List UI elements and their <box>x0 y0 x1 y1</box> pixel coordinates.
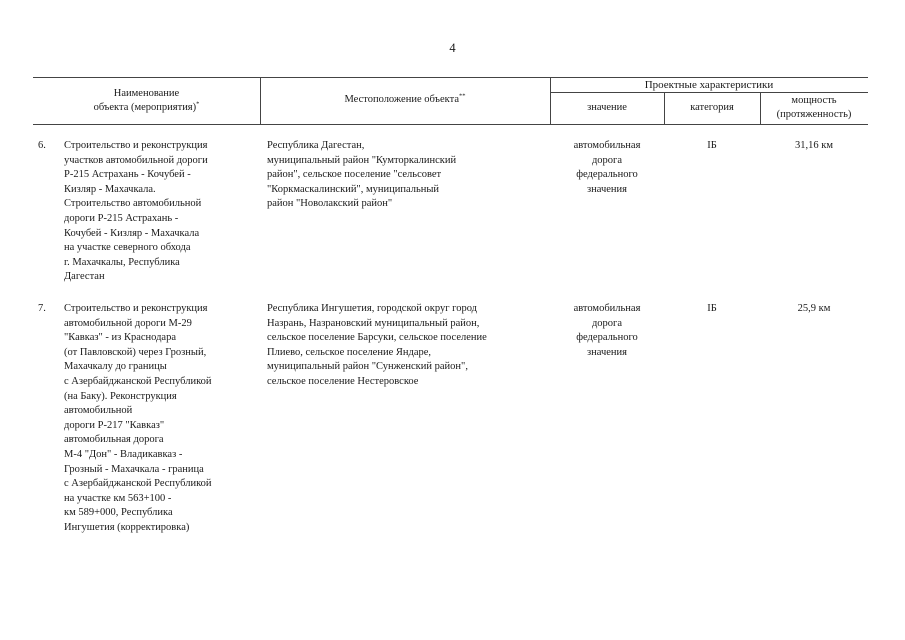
value-line: федерального <box>576 332 638 344</box>
table-top-border <box>33 77 868 78</box>
object-capacity: 31,16 км <box>795 140 833 151</box>
header-name-line2-wrap <box>33 101 260 115</box>
value-line: дорога <box>591 317 623 329</box>
location-line: муниципальный район "Кумторкалинский <box>267 154 457 166</box>
location-line: муниципальный район "Сунженский район", <box>267 361 468 373</box>
header-name-line2: объекта (мероприятия) <box>93 101 197 113</box>
header-name-footnote: * <box>196 100 200 107</box>
header-location <box>260 93 550 107</box>
header-category: категория <box>690 102 734 113</box>
object-location <box>267 139 550 212</box>
location-line: сельское поселение Барсуки, сельское поселение <box>267 332 487 344</box>
object-name-line: г. Махачкалы, Республика <box>64 256 180 268</box>
value-line: значения <box>586 346 628 358</box>
value-line: автомобильная <box>573 140 641 151</box>
location-line: "Коркмаскалинский", муниципальный <box>267 183 440 195</box>
object-name-line: участков автомобильной дороги <box>64 154 208 166</box>
object-name-line: Строительство и реконструкция <box>64 140 208 151</box>
object-value <box>550 302 664 360</box>
object-name-line: "Кавказ" - из Краснодара <box>64 332 176 344</box>
object-name <box>64 302 260 536</box>
object-name-line: (от Павловской) через Грозный, <box>64 346 207 358</box>
location-line: район", сельское поселение "сельсовет <box>267 169 442 181</box>
location-line: сельское поселение Нестеровское <box>267 375 419 387</box>
object-name-line: (на Баку). Реконструкция <box>64 390 177 402</box>
header-location-footnote: ** <box>459 92 466 100</box>
object-name-line: на участке северного обхода <box>64 242 191 254</box>
row-number: 7. <box>38 303 46 314</box>
object-name-line: на участке км 563+100 - <box>64 492 172 504</box>
object-name-line: автомобильной <box>64 405 133 417</box>
value-line: федерального <box>576 169 638 181</box>
object-category: IБ <box>707 140 717 151</box>
object-category: IБ <box>707 303 717 314</box>
object-name-line: дороги Р-215 Астрахань - <box>64 212 179 224</box>
object-name-line: Строительство автомобильной <box>64 198 202 210</box>
header-capacity <box>760 94 868 121</box>
page-number: 4 <box>449 41 456 55</box>
header-value: значение <box>587 102 627 113</box>
object-name-line: Ингушетия (корректировка) <box>64 521 190 533</box>
object-name <box>64 139 260 285</box>
location-line: Республика Ингушетия, городской округ город <box>267 303 478 314</box>
object-name-line: дороги Р-217 "Кавказ" <box>64 419 165 431</box>
object-name-line: с Азербайджанской Республикой <box>64 375 212 387</box>
object-name-line: автомобильной дороги М-29 <box>64 317 192 329</box>
header-name-line1: Наименование <box>113 88 180 99</box>
location-line: Плиево, сельское поселение Яндаре, <box>267 346 432 358</box>
object-capacity: 25,9 км <box>797 303 831 314</box>
location-line: район "Новолакский район" <box>267 198 393 210</box>
location-line: Назрань, Назрановский муниципальный район, <box>267 317 480 329</box>
value-line: дорога <box>591 154 623 166</box>
object-name-line: автомобильная дорога <box>64 434 164 446</box>
object-name-line: Грозный - Махачкала - граница <box>64 463 204 475</box>
object-name-line: км 589+000, Республика <box>64 507 173 519</box>
object-name-line: Р-215 Астрахань - Кочубей - <box>64 169 191 181</box>
header-capacity-line1: мощность <box>791 95 837 106</box>
header-bottom-border <box>33 124 868 125</box>
row-number: 6. <box>38 140 46 151</box>
header-project-characteristics: Проектные характеристики <box>644 79 774 91</box>
header-capacity-line2: (протяженность) <box>776 108 852 120</box>
object-location <box>267 302 550 390</box>
header-location-label: Местоположение объекта <box>344 94 459 105</box>
object-name-line: М-4 "Дон" - Владикавказ - <box>64 448 183 460</box>
header-name <box>33 87 260 114</box>
value-line: значения <box>586 183 628 195</box>
object-name-line: Кочубей - Кизляр - Махачкала <box>64 227 200 239</box>
object-name-line: Строительство и реконструкция <box>64 303 208 314</box>
object-name-line: Дагестан <box>64 271 105 283</box>
object-name-line: Махачкалу до границы <box>64 361 167 373</box>
object-name-line: с Азербайджанской Республикой <box>64 478 212 490</box>
object-name-line: Кизляр - Махачкала. <box>64 183 156 195</box>
value-line: автомобильная <box>573 303 641 314</box>
location-line: Республика Дагестан, <box>267 140 365 151</box>
object-value <box>550 139 664 197</box>
